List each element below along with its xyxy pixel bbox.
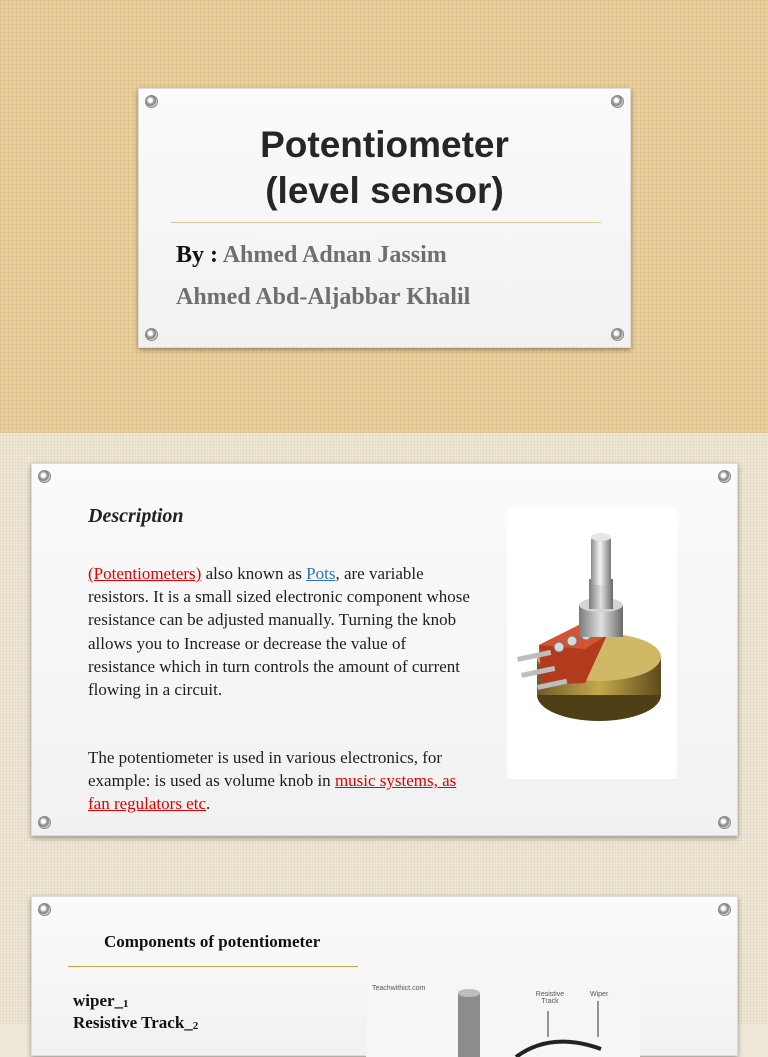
rivet-icon: [38, 816, 51, 829]
by-label: By :: [176, 242, 218, 268]
rivet-icon: [145, 328, 158, 341]
slide-title-line-2: (level sensor): [265, 170, 504, 211]
component-resistive-track: Resistive $Track\__2$: [73, 1013, 199, 1032]
description-card: [31, 463, 738, 836]
rivet-icon: [718, 816, 731, 829]
component-wiper: $wiper\__1$: [73, 991, 129, 1010]
music-systems-link[interactable]: music systems, as fan regulators etc: [88, 771, 457, 814]
rivet-icon: [145, 95, 158, 108]
rivet-icon: [718, 470, 731, 483]
description-heading: Description: [88, 505, 184, 527]
rivet-icon: [611, 328, 624, 341]
potentiometer-image: [507, 507, 677, 779]
description-paragraph-2: The potentiometer is used in various electronics, for example: is used as volume knob in music systems, as fan regulators etc.: [88, 748, 457, 814]
slide-title-line-1: Potentiometer: [260, 124, 509, 165]
diagram-label-wiper: Wiper: [590, 991, 609, 998]
diagram-watermark: Teachwithict.com: [372, 985, 426, 992]
title-divider: [171, 222, 601, 223]
author-line-2: Ahmed Abd-Aljabbar Khalil: [176, 284, 471, 310]
components-divider: [68, 966, 358, 967]
author-1: Ahmed Adnan Jassim: [222, 242, 447, 268]
rivet-icon: [718, 903, 731, 916]
rivet-icon: [38, 903, 51, 916]
rivet-icon: [38, 470, 51, 483]
rivet-icon: [611, 95, 624, 108]
potentiometer-diagram: [366, 979, 640, 1057]
title-card: [138, 88, 631, 348]
description-paragraph-1: (Potentiometers) also known as Pots, are variable resistors. It is a small sized electronic component whose resistance can be adjusted manually. Turning the knob allows you to Increase or decrease the value of resistance which in turn controls the amount of current flowing in a circuit.: [88, 564, 470, 700]
components-card: [31, 896, 738, 1056]
potentiometers-link[interactable]: (Potentiometers): [88, 564, 202, 583]
diagram-label-resistive-track: Resistive Track: [535, 991, 565, 1005]
diagram-drawing: [366, 979, 640, 1057]
author-line-1: [176, 242, 447, 269]
components-heading: Components of potentiometer: [104, 932, 321, 951]
potentiometer-photo: [507, 507, 677, 779]
pots-link[interactable]: Pots: [306, 564, 336, 583]
